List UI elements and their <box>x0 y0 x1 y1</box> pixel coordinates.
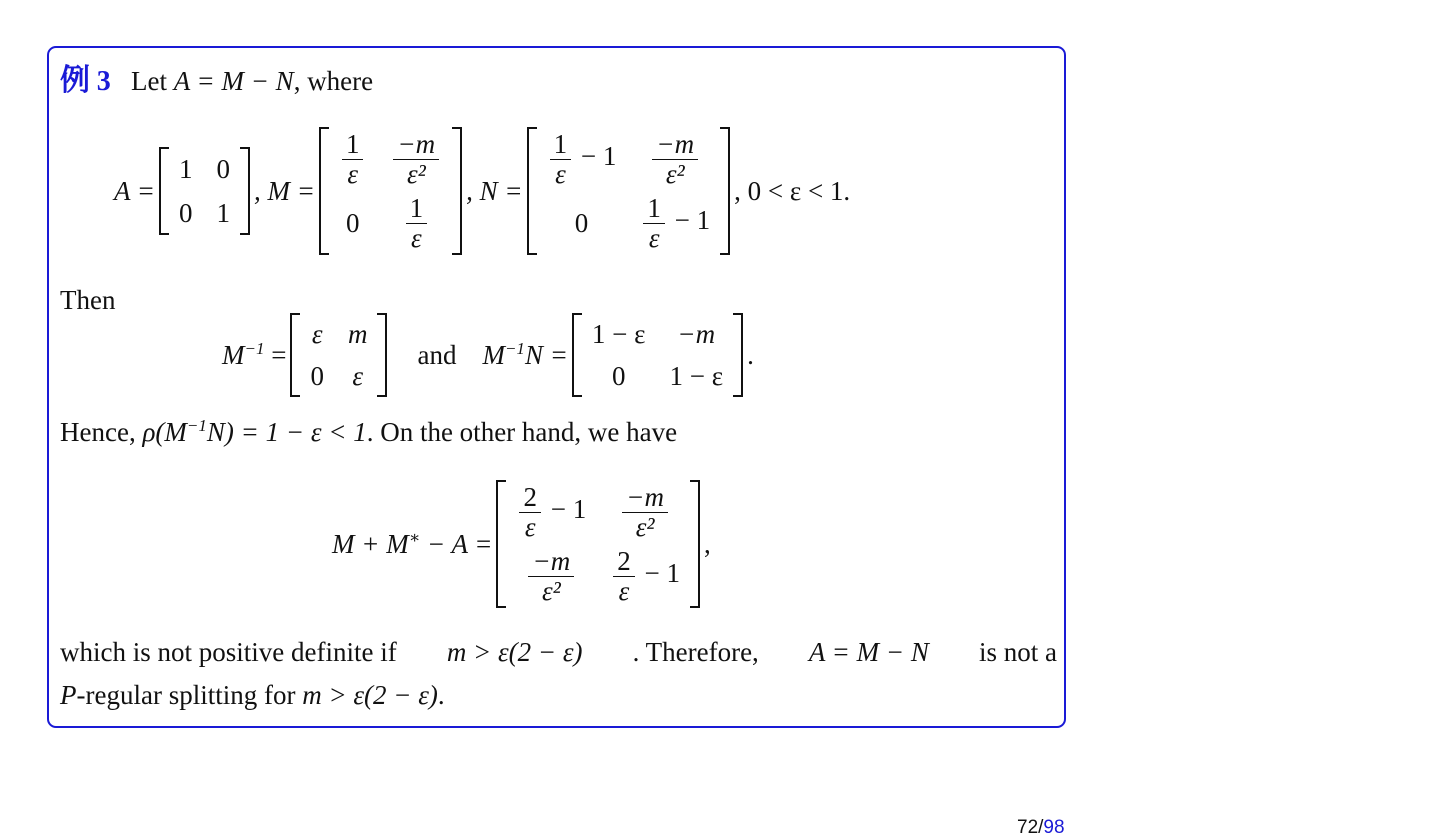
page-number <box>1017 817 1065 839</box>
matrices-row <box>114 125 850 257</box>
example-label-num: 3 <box>96 66 111 97</box>
conclusion-math: A = M − N <box>808 637 929 667</box>
matrix-a-cell: 0 <box>216 153 230 184</box>
matrix-m-cell: $\frac{1}{\varepsilon}$ <box>342 130 364 188</box>
matrix-a-cell: 1 <box>178 153 193 184</box>
and-word: and <box>417 339 457 370</box>
matrix-minv-cell: ε <box>311 318 323 349</box>
minvn-label: $M^{-1}N$ = <box>482 338 568 370</box>
matrix-minv-cell: m <box>347 318 368 349</box>
page-total[interactable]: 98 <box>1043 817 1065 838</box>
matrix-minvn-cell: 0 <box>611 360 626 391</box>
example-label-zh: 例 <box>60 63 90 98</box>
matrix-n-cell: $\frac{-m}{\text{ε²}}$ <box>652 130 698 188</box>
conclusion-text: . <box>437 680 445 710</box>
matrix-a-label: A = <box>114 175 155 206</box>
matrix-sum-cell: $\frac{2}{\varepsilon}$ <box>519 483 541 541</box>
matrix-minv-cell: ε <box>352 360 364 391</box>
matrix-m-cell: $\frac{-m}{\text{ε²}}$ <box>393 130 439 188</box>
conclusion-math: m > ε(2 − ε) <box>446 637 583 667</box>
matrix-minvn <box>572 313 743 397</box>
sum-end: , <box>703 528 711 559</box>
matrix-a-cell: 0 <box>178 197 193 228</box>
hence-text: Hence, <box>60 417 136 447</box>
matrix-minvn-cell: 1 − ε <box>591 318 646 349</box>
then-label: Then <box>60 285 116 315</box>
matrix-n-cell: 0 <box>574 207 589 238</box>
matrix-a <box>159 147 250 235</box>
epsilon-condition: , 0 < ε < 1. <box>734 175 851 206</box>
conclusion-text: is not a <box>978 637 1057 667</box>
conclusion-text: . Therefore, <box>632 637 759 667</box>
matrix-sum: $\frac{2}{\varepsilon}$ − 1 $\frac{-m}{\text{ε²}}$ $\frac{-m}{\text{ε²}}$ $\frac{2}{\varepsilon}$ − 1 <box>496 480 699 608</box>
matrix-n: $\frac{1}{\varepsilon}$ − 1 $\frac{-m}{\text{ε²}}$ 0 $\frac{1}{\varepsilon}$ − 1 <box>527 127 730 255</box>
intro-where: , where <box>293 66 374 96</box>
inverse-end: . <box>747 339 754 370</box>
matrix-a-cell: 1 <box>216 197 230 228</box>
hence-line <box>60 416 677 448</box>
matrix-n-label: , N = <box>466 175 523 206</box>
matrix-m-label: , M = <box>253 175 315 206</box>
conclusion-math: P <box>60 680 77 710</box>
matrix-minvn-cell: 1 − ε <box>669 360 724 391</box>
minv-label: $M^{-1}$ = <box>222 338 287 370</box>
example-heading <box>60 65 373 98</box>
matrix-minvn-cell: −m <box>677 318 716 349</box>
hence-text-2: . On the other hand, we have <box>366 417 678 447</box>
matrix-sum-cell: $\frac{-m}{\text{ε²}}$ <box>528 547 574 605</box>
intro-text: Let <box>131 66 167 96</box>
conclusion-text: -regular splitting for <box>76 680 296 710</box>
matrix-n-cell: $\frac{1}{\varepsilon}$ <box>643 194 665 252</box>
page-current: 72/ <box>1017 817 1044 838</box>
matrix-n-cell: $\frac{1}{\varepsilon}$ <box>550 130 572 188</box>
matrix-minv <box>290 313 387 397</box>
conclusion-text: which is not positive definite if <box>60 637 397 667</box>
sum-row <box>332 478 711 610</box>
conclusion-math: m > ε(2 − ε) <box>302 680 438 710</box>
conclusion-line-1 <box>60 636 1057 668</box>
spectral-radius: $\rho(M^{-1}N) = 1 - \varepsilon < 1$ <box>142 416 367 447</box>
intro-equation: A = M − N <box>173 66 294 96</box>
inverse-row <box>222 310 754 400</box>
matrix-m-cell: $\frac{1}{\varepsilon}$ <box>406 194 428 252</box>
matrix-minv-cell: 0 <box>310 360 324 391</box>
matrix-m <box>319 127 462 255</box>
matrix-sum-cell: $\frac{-m}{\text{ε²}}$ <box>622 483 668 541</box>
matrix-sum-cell: $\frac{2}{\varepsilon}$ <box>613 547 635 605</box>
sum-label: M + M∗ − A = <box>332 527 493 559</box>
conclusion-line-2 <box>60 679 445 711</box>
matrix-m-cell: 0 <box>345 207 360 238</box>
